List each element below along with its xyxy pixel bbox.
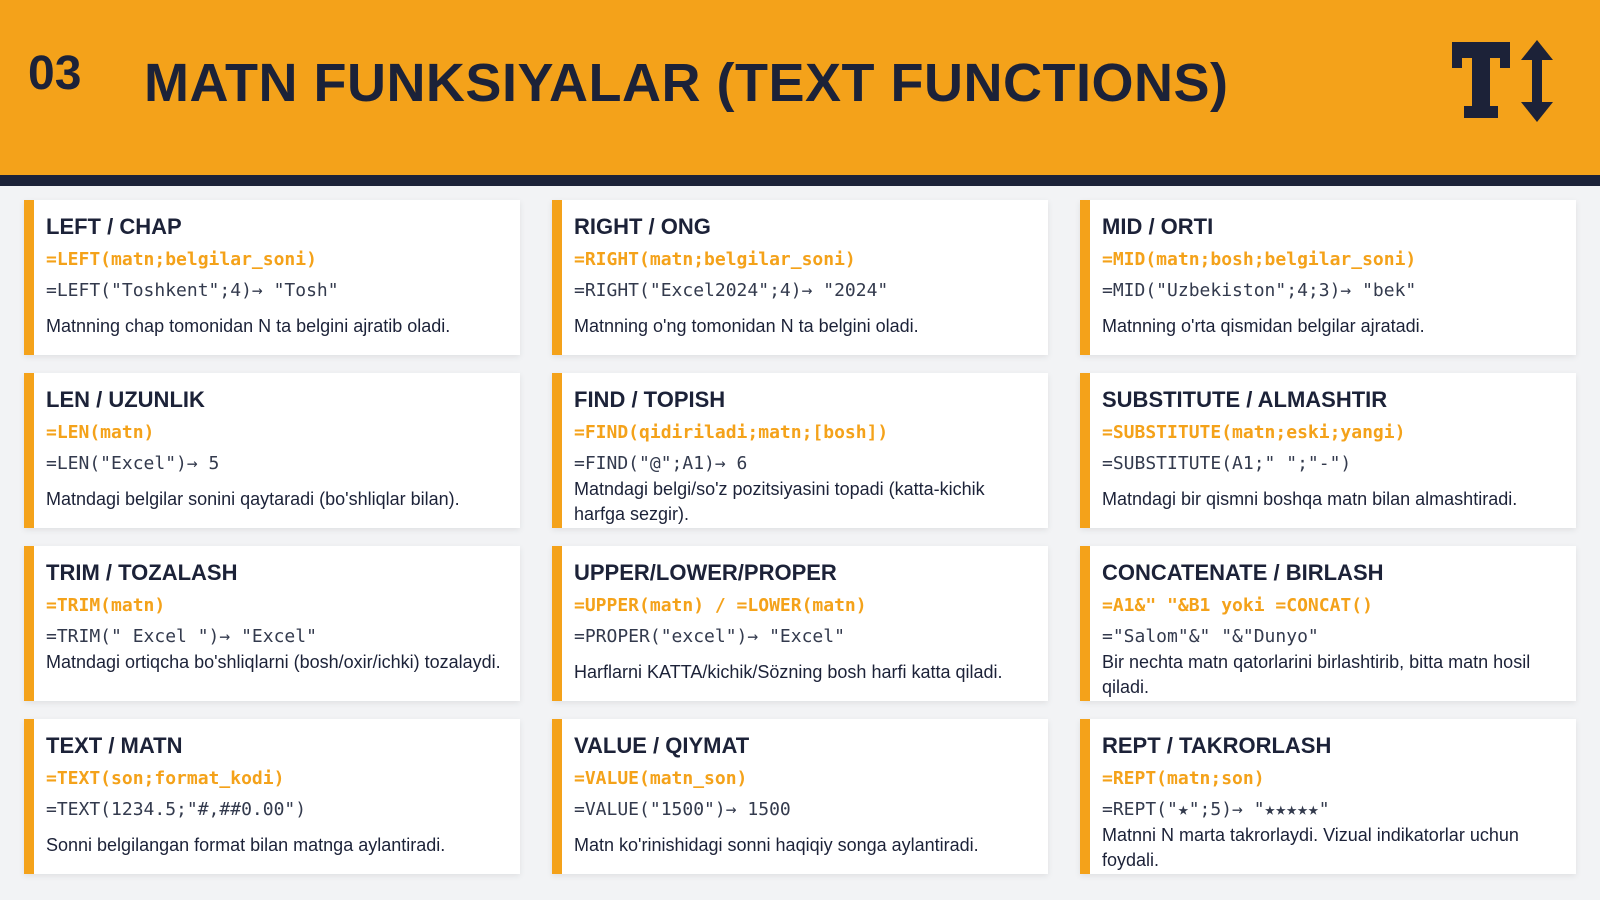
card-title: TRIM / TOZALASH (46, 560, 238, 585)
card-title: RIGHT / ONG (574, 214, 711, 239)
card-description: Matnning chap tomonidan N ta belgini ajratib oladi. (46, 316, 451, 336)
card-syntax: =VALUE(matn_son) (574, 768, 748, 789)
card-substitute (1080, 373, 1576, 528)
card-syntax: =FIND(qidiriladi;matn;[bosh]) (574, 422, 889, 443)
function-cards (24, 200, 1576, 880)
card-description: Bir nechta matn qatorlarini birlashtirib, bitta matn hosil qiladi. (1102, 652, 1531, 697)
card-syntax: =REPT(matn;son) (1102, 768, 1265, 789)
card-syntax: =UPPER(matn) / =LOWER(matn) (574, 595, 867, 616)
card-syntax: =SUBSTITUTE(matn;eski;yangi) (1102, 422, 1406, 443)
card-example: =TEXT(1234.5;"#,##0.00") (46, 799, 307, 820)
card-upper-lower-proper (552, 546, 1048, 701)
card-title: FIND / TOPISH (574, 387, 726, 412)
slide-number: 03 (28, 47, 82, 100)
card-description: Matndagi belgi/so'z pozitsiyasini topadi (katta-kichik harfga sezgir). (574, 479, 985, 524)
card-description: Matn ko'rinishidagi sonni haqiqiy songa aylantiradi. (574, 835, 979, 855)
card-title: REPT / TAKRORLASH (1102, 733, 1332, 758)
card-mid (1080, 200, 1576, 355)
card-example: =FIND("@";A1)→ 6 (574, 453, 748, 474)
card-example: =LEFT("Toshkent";4)→ "Tosh" (46, 280, 339, 301)
card-syntax: =RIGHT(matn;belgilar_soni) (574, 249, 856, 270)
card-description: Matndagi belgilar sonini qaytaradi (bo'shliqlar bilan). (46, 489, 460, 509)
card-title: TEXT / MATN (46, 733, 183, 758)
card-right (552, 200, 1048, 355)
card-example: =VALUE("1500")→ 1500 (574, 799, 791, 820)
card-example: ="Salom"&" "&"Dunyo" (1102, 626, 1319, 647)
card-title: LEFT / CHAP (46, 214, 182, 239)
card-title: LEN / UZUNLIK (46, 387, 205, 412)
card-syntax: =LEFT(matn;belgilar_soni) (46, 249, 317, 270)
card-syntax: =MID(matn;bosh;belgilar_soni) (1102, 249, 1417, 270)
card-title: VALUE / QIYMAT (574, 733, 750, 758)
text-height-icon (1452, 40, 1556, 122)
card-description: Matndagi ortiqcha bo'shliqlarni (bosh/oxir/ichki) tozalaydi. (46, 652, 501, 672)
card-rept (1080, 719, 1576, 874)
card-syntax: =TRIM(matn) (46, 595, 166, 616)
card-value (552, 719, 1048, 874)
card-description: Matnning o'rta qismidan belgilar ajratadi. (1102, 316, 1425, 336)
card-text (24, 719, 520, 874)
page-title: MATN FUNKSIYALAR (TEXT FUNCTIONS) (144, 53, 1229, 113)
card-left (24, 200, 520, 355)
card-description: Harflarni KATTA/kichik/Sözning bosh harfi katta qiladi. (574, 662, 1003, 682)
card-description: Matnni N marta takrorlaydi. Vizual indikatorlar uchun foydali. (1102, 825, 1519, 870)
card-description: Matnning o'ng tomonidan N ta belgini oladi. (574, 316, 919, 336)
card-title: MID / ORTI (1102, 214, 1214, 239)
card-len (24, 373, 520, 528)
card-example: =PROPER("excel")→ "Excel" (574, 626, 845, 647)
card-example: =TRIM(" Excel ")→ "Excel" (46, 626, 317, 647)
card-example: =RIGHT("Excel2024";4)→ "2024" (574, 280, 889, 301)
card-description: Sonni belgilangan format bilan matnga aylantiradi. (46, 835, 446, 855)
card-example: =SUBSTITUTE(A1;" ";"-") (1102, 453, 1352, 474)
card-concatenate (1080, 546, 1576, 701)
header-divider (0, 175, 1600, 186)
card-description: Matndagi bir qismni boshqa matn bilan almashtiradi. (1102, 489, 1518, 509)
card-syntax: =A1&" "&B1 yoki =CONCAT() (1102, 595, 1373, 616)
card-title: UPPER/LOWER/PROPER (574, 560, 837, 585)
card-title: SUBSTITUTE / ALMASHTIR (1102, 387, 1388, 412)
card-example: =MID("Uzbekiston";4;3)→ "bek" (1102, 280, 1417, 301)
card-trim (24, 546, 520, 701)
card-find (552, 373, 1048, 528)
card-syntax: =LEN(matn) (46, 422, 155, 443)
card-title: CONCATENATE / BIRLASH (1102, 560, 1384, 585)
card-syntax: =TEXT(son;format_kodi) (46, 768, 285, 789)
card-example: =REPT("★";5)→ "★★★★★" (1102, 799, 1330, 820)
card-example: =LEN("Excel")→ 5 (46, 453, 220, 474)
